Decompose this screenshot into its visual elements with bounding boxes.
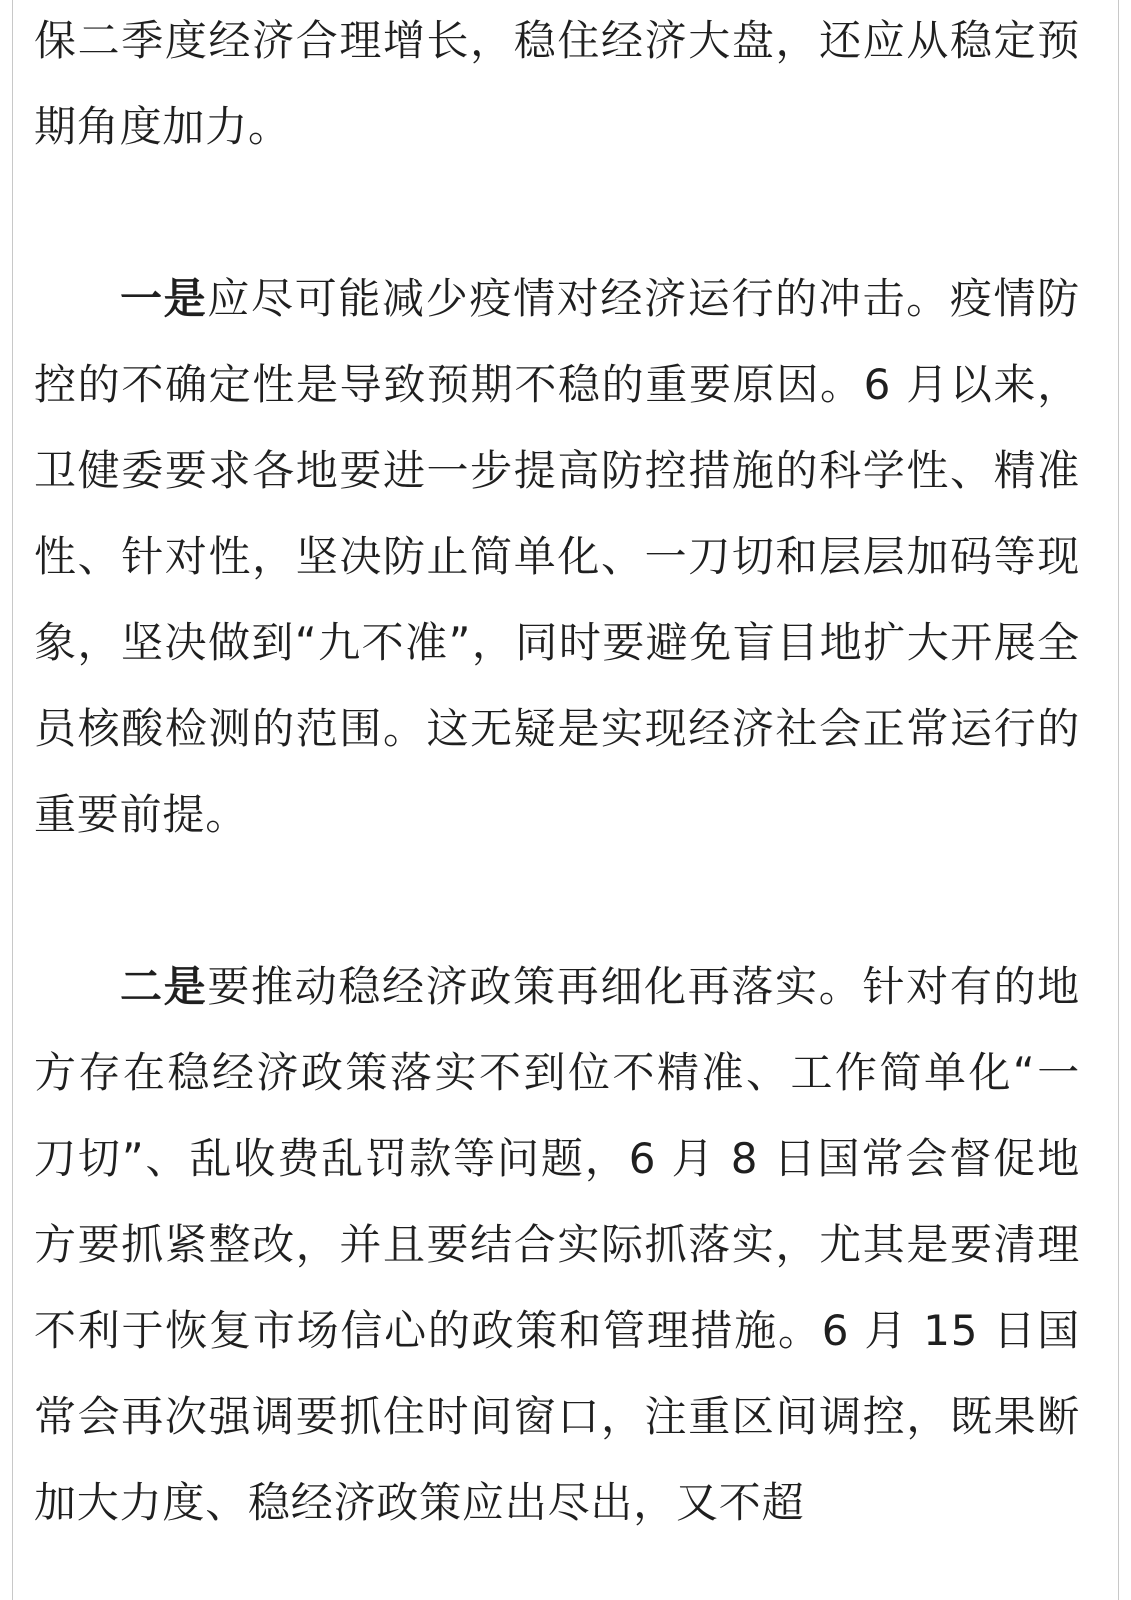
paragraph-point-one <box>34 256 1080 858</box>
page-right-border <box>1118 0 1119 1600</box>
paragraph-intro-text: 保二季度经济合理增长，稳住经济大盘，还应从稳定预期角度加力。 <box>34 16 1080 151</box>
page-left-border <box>12 0 13 1600</box>
point-one-text: 应尽可能减少疫情对经济运行的冲击。疫情防控的不确定性是导致预期不稳的重要原因。6 月以来，卫健委要求各地要进一步提高防控措施的科学性、精准性、针对性，坚决防止简单化、一刀切和层层加码等现象，坚决做到“九不准”，同时要避免盲目地扩大开展全员核酸检测的范围。这无疑是实现经济社会正常运行的重要前提。 <box>34 274 1080 839</box>
paragraph-point-two <box>34 944 1080 1546</box>
paragraph-gap <box>34 858 1080 944</box>
paragraph-intro <box>34 0 1080 170</box>
article-body <box>34 0 1080 1546</box>
point-one-lead: 一是 <box>120 274 208 323</box>
point-two-text: 要推动稳经济政策再细化再落实。针对有的地方存在稳经济政策落实不到位不精准、工作简单化“一刀切”、乱收费乱罚款等问题，6 月 8 日国常会督促地方要抓紧整改，并且要结合实际抓落实，尤其是要清理不利于恢复市场信心的政策和管理措施。6 月 15 日国常会再次强调要抓住时间窗口，注重区间调控，既果断加大力度、稳经济政策应出尽出，又不超 <box>34 962 1080 1527</box>
point-two-lead: 二是 <box>120 962 208 1011</box>
paragraph-gap <box>34 170 1080 256</box>
